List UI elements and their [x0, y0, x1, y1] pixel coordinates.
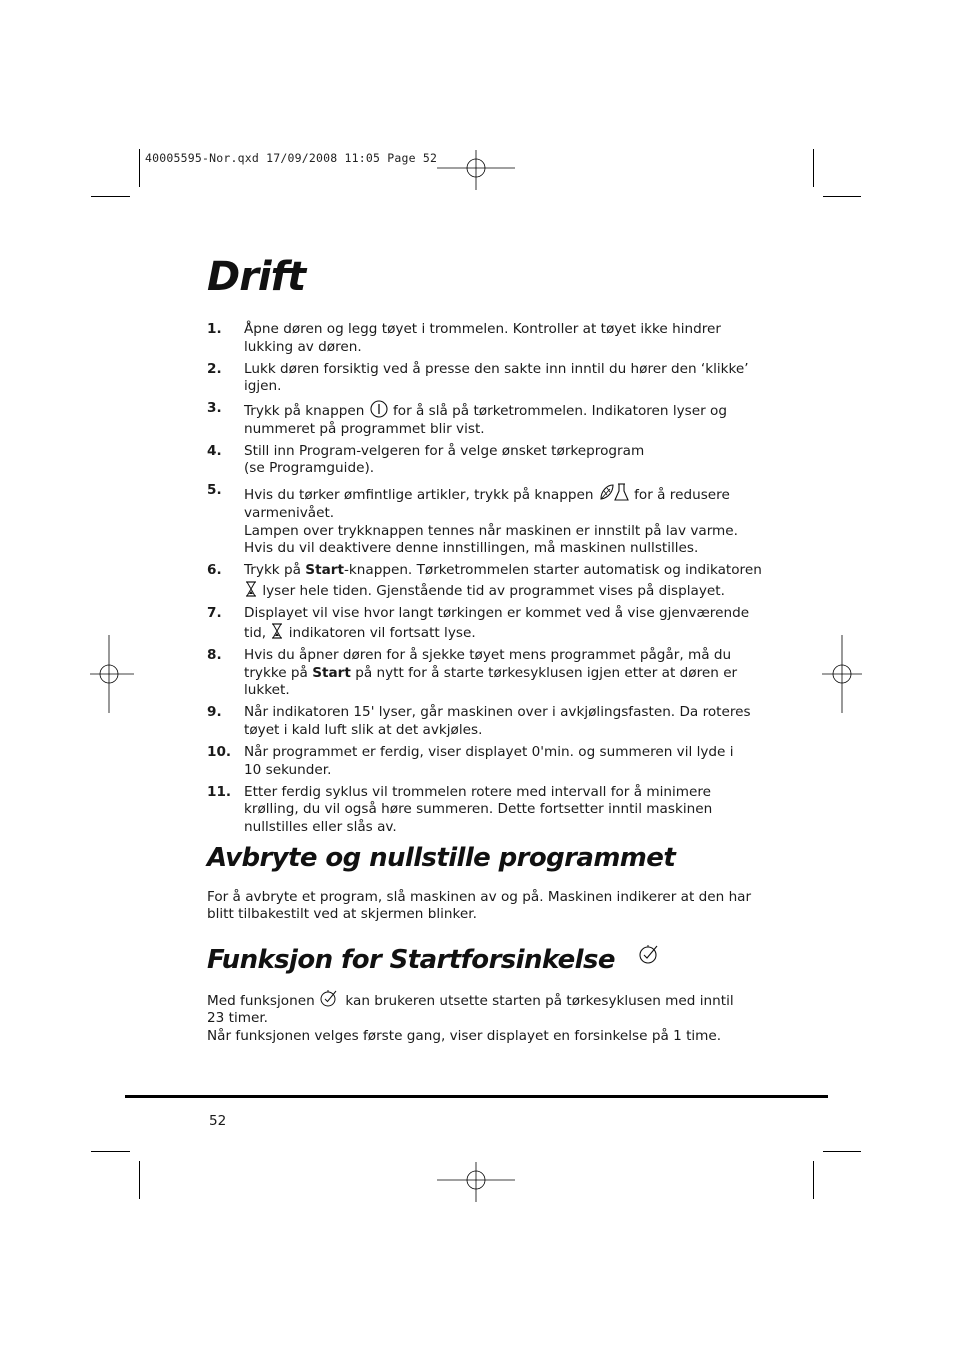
list-item — [207, 361, 767, 396]
step-text: for å slå på tørketrommelen. Indikatoren lyser og nummeret på programmet blir vist. — [244, 403, 727, 437]
step-text: på nytt for å starte tørkesyklusen igjen etter at døren er lukket. — [244, 664, 738, 699]
section-heading-delay-start — [207, 942, 663, 975]
text-segment: 23 timer. — [207, 1010, 268, 1027]
step-text: Trykk på — [244, 562, 301, 579]
page-title: Drift — [207, 254, 306, 300]
list-item — [207, 400, 767, 438]
step-text: Still inn Program-velgeren for å velge ønsket tørkeprogram — [244, 442, 645, 459]
step-number: 11. — [207, 783, 232, 800]
step-number: 7. — [207, 604, 222, 621]
step-number: 10. — [207, 743, 232, 760]
step-text: Når indikatoren 15' lyser, går maskinen over i avkjølingsfasten. Da roteres tøyet i kald luft slik at det avkjøles. — [244, 704, 751, 738]
step-text: for å redusere varmenivået. — [244, 487, 730, 521]
list-item — [207, 443, 767, 478]
registration-mark-icon — [90, 635, 134, 713]
start-label: Start — [312, 664, 351, 681]
step-text: Hvis du tørker ømfintlige artikler, trykk på knappen — [244, 487, 594, 504]
crop-mark — [823, 196, 861, 197]
step-number: 3. — [207, 400, 222, 417]
hourglass-icon — [270, 622, 284, 640]
step-text: Etter ferdig syklus vil trommelen rotere med intervall for å minimere krølling, du vil også høre summeren. Dette fortsetter inntil maskinen nullstilles eller slås av. — [244, 783, 713, 835]
crop-mark — [813, 1161, 814, 1199]
step-number: 5. — [207, 482, 222, 499]
step-text: -knappen. Tørketrommelen starter automatisk og indikatoren — [343, 562, 762, 579]
delay-timer-icon — [319, 988, 341, 1008]
section-text-delay-first: Når funksjonen velges første gang, viser displayet en forsinkelse på 1 time. — [207, 1028, 722, 1044]
section-text-cancel: For å avbryte et program, slå maskinen av og på. Maskinen indikerer at den har blitt tilbakestilt ved at skjermen blinker. — [207, 889, 752, 923]
step-text: Når programmet er ferdig, viser displayet 0'min. og summeren vil lyde i — [244, 743, 734, 760]
steps-list — [207, 321, 767, 841]
list-item — [207, 482, 767, 557]
step-text: Åpne døren og legg tøyet i trommelen. Kontroller at tøyet ikke hindrer lukking av døren. — [244, 321, 721, 355]
step-text: lyser hele tiden. Gjenstående tid av programmet vises på displayet. — [262, 582, 725, 599]
step-number: 4. — [207, 442, 222, 459]
step-number: 2. — [207, 360, 222, 377]
list-item — [207, 562, 767, 600]
crop-mark — [139, 1161, 140, 1199]
crop-mark — [91, 1151, 130, 1152]
registration-mark-icon — [437, 1162, 517, 1202]
step-text: (se Programguide). — [244, 460, 375, 477]
step-text: Trykk på knappen — [244, 403, 365, 420]
list-item — [207, 321, 767, 356]
step-number: 6. — [207, 562, 222, 579]
registration-mark-icon — [437, 150, 517, 190]
list-item — [207, 784, 767, 837]
delay-timer-icon — [637, 942, 663, 966]
page-number: 52 — [209, 1113, 227, 1129]
text-segment: kan brukeren utsette starten på tørkesyklusen med inntil — [345, 993, 734, 1009]
list-item — [207, 605, 767, 643]
crop-mark — [91, 196, 130, 197]
step-text: indikatoren vil fortsatt lyse. — [288, 625, 476, 642]
step-number: 1. — [207, 321, 222, 337]
list-item — [207, 744, 767, 779]
registration-mark-icon — [822, 635, 866, 713]
section-heading-cancel: Avbryte og nullstille programmet — [207, 843, 676, 873]
text-segment: Med funksjonen — [207, 993, 315, 1009]
delicate-low-heat-icon — [598, 482, 630, 502]
list-item — [207, 647, 767, 700]
section-title-text: Funksjon for Startforsinkelse — [207, 945, 615, 975]
section-text-delay-start — [207, 988, 767, 1028]
power-button-icon — [369, 400, 389, 418]
start-label: Start — [305, 562, 344, 579]
crop-mark — [823, 1151, 861, 1152]
step-text: Lampen over trykknappen tennes når maskinen er innstilt på lav varme. Hvis du vil deaktivere denne innstillingen, må maskinen nullstilles. — [244, 522, 738, 557]
step-text: 10 sekunder. — [244, 761, 332, 778]
list-item — [207, 704, 767, 739]
crop-mark — [813, 149, 814, 187]
hourglass-icon — [244, 580, 258, 598]
step-number: 9. — [207, 704, 222, 721]
step-text: Displayet vil vise hvor langt tørkingen er kommet ved å vise gjenværende tid, — [244, 604, 750, 642]
file-slug: 40005595-Nor.qxd 17/09/2008 11:05 Page 52 — [145, 151, 438, 165]
step-number: 8. — [207, 647, 222, 664]
step-text: Hvis du åpner døren for å sjekke tøyet mens programmet pågår, må du trykke på — [244, 647, 732, 681]
footer-rule — [125, 1095, 828, 1098]
crop-mark — [139, 149, 140, 187]
step-text: Lukk døren forsiktig ved å presse den sakte inn inntil du hører den ‘klikke’ igjen. — [244, 360, 749, 395]
